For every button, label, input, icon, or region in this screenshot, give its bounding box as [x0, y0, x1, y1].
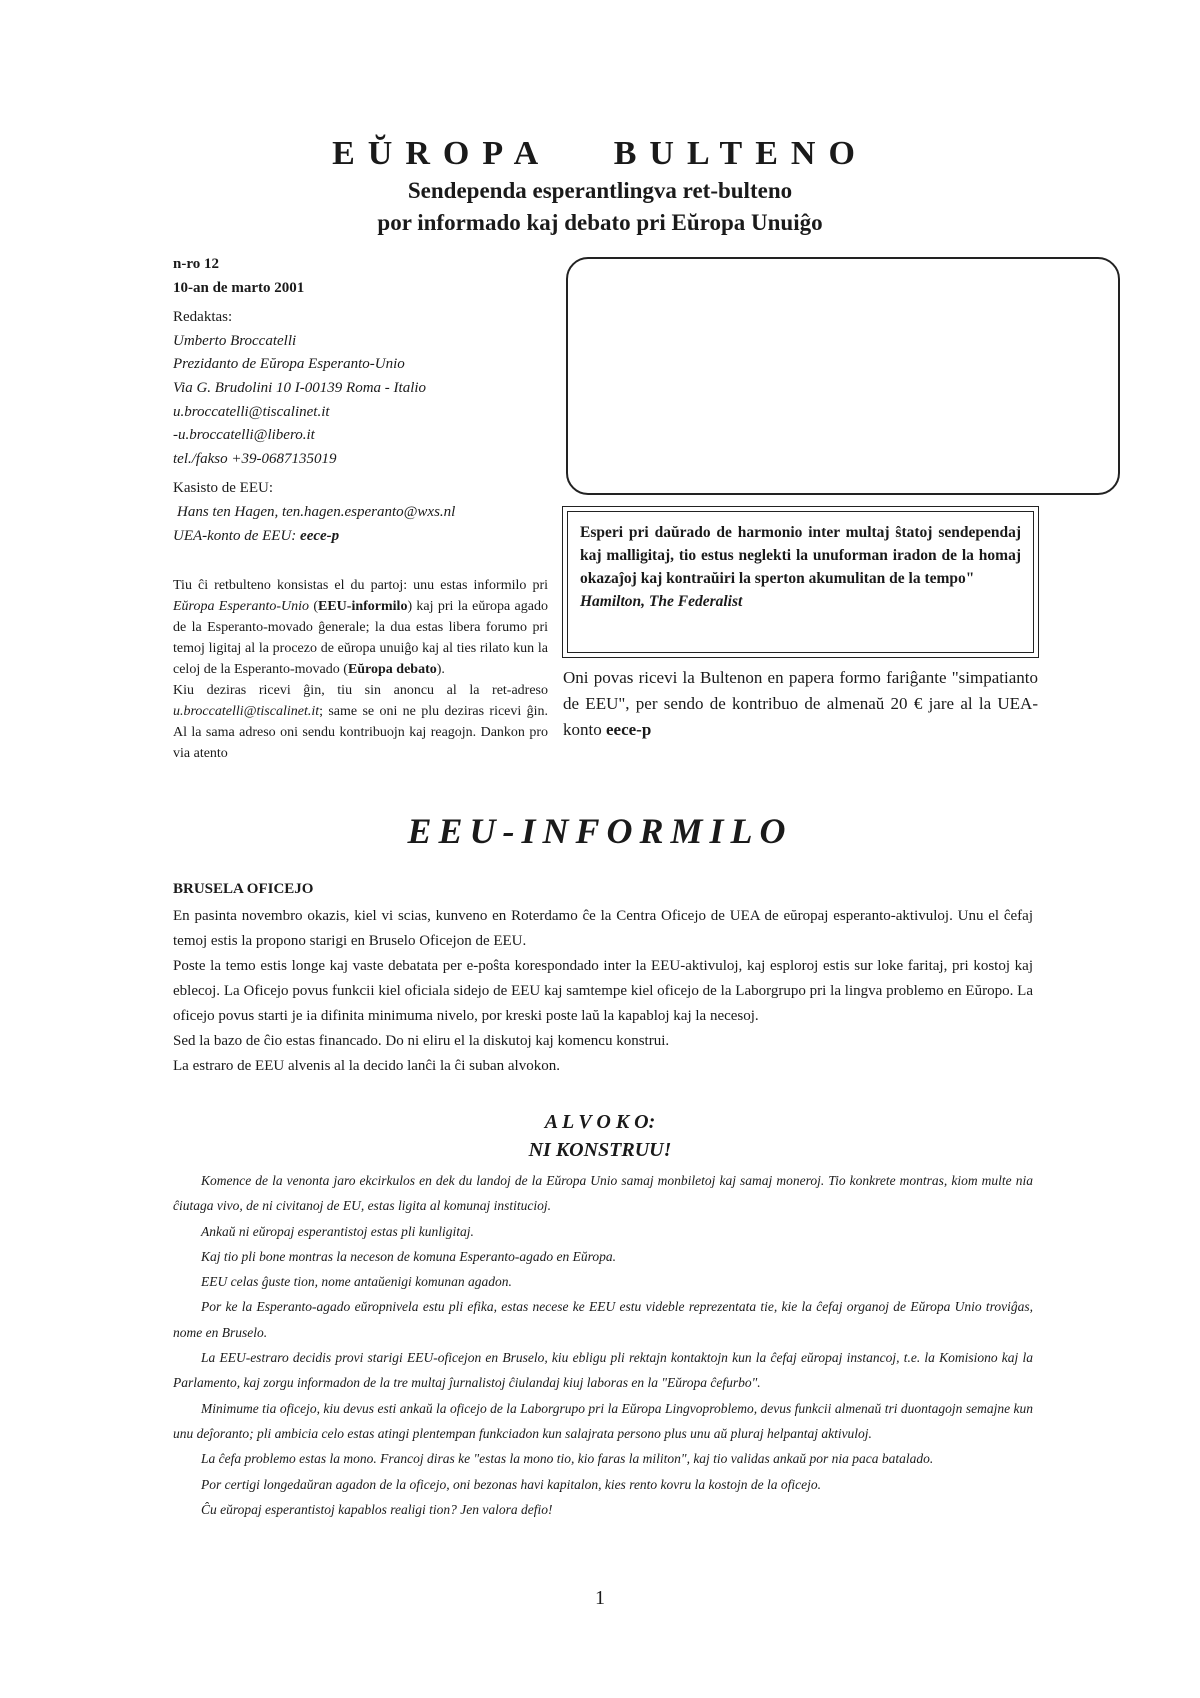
brusela-paragraph-1: En pasinta novembro okazis, kiel vi scias, kunveno en Roterdamo ĉe la Centra Oficejo de UEA de eŭropaj esperanto-aktivuloj. Unu el ĉefaj temoj estis la propono starigi en Bruselo Oficejon de EEU.	[173, 908, 1033, 949]
support-body: Oni povas ricevi la Bultenon en papera formo fariĝante "simpatianto de EEU", per sendo de kontribuo de almenaŭ 20 € jare al la UEA-konto	[563, 668, 1038, 739]
alvoko-paragraph: EEU celas ĝuste tion, nome antaŭenigi komunan agadon.	[201, 1274, 512, 1290]
bulletin-title: EŬROPA BULTENO	[332, 135, 868, 172]
alvoko-paragraph: Kaj tio pli bone montras la neceson de komuna Esperanto-agado en Eŭropa.	[201, 1248, 616, 1264]
alvoko-heading	[0, 1108, 1200, 1164]
issue-info	[173, 253, 553, 548]
alvoko-paragraph: La EEU-estraro decidis provi starigi EEU-oficejon en Bruselo, kiu ebligu pli rektajn kontaktojn kun la ĉefaj eŭropaj instancoj, t.e. la Komisiono kaj la Parlamento, kaj zorgu informadon de la tre multaj ĵurnalistoj ĉiulandaj kiuj laboras en la "Eŭropa ĉefurbo".	[173, 1350, 1033, 1391]
support-account: eece-p	[605, 720, 652, 739]
intro-paragraph-2	[173, 680, 548, 764]
issue-number: n-ro 12	[173, 256, 219, 272]
eeu-name: Eŭropa Esperanto-Unio	[173, 599, 310, 614]
treasurer-account-prefix: UEA-konto de EEU:	[173, 527, 297, 544]
alvoko-paragraph: Komence de la venonta jaro ekcirkulos en dek du landoj de la Eŭropa Unio samaj monbiletoj kaj samaj moneroj. Tio konkrete montras, kiom multe nia ĉiutaga vivo, de ni civitanoj de EU, estas ligita al komunaj institucioj.	[173, 1173, 1033, 1214]
support-text	[563, 665, 1038, 743]
intro-text-span: ) kaj pri la eŭropa agado de la Esperanto-movado ĝenerale; la dua estas libera forumo pri temoj ligitaj al la procezo de eŭropa unuiĝo kaj al ties rilato kun la celoj de la Esperanto-movado (	[173, 599, 548, 677]
quote-inner	[567, 511, 1034, 653]
editor-email-1[interactable]: u.broccatelli@tiscalinet.it	[173, 403, 330, 420]
alvoko-line-2: NI KONSTRUU!	[528, 1139, 672, 1161]
intro-text-span: ).	[436, 662, 445, 677]
editor-name: Umberto Broccatelli	[173, 332, 297, 349]
section-title: EEU-INFORMILO	[407, 811, 793, 851]
brusela-paragraph-4: La estraro de EEU alvenis al la decido lanĉi la ĉi suban alvokon.	[173, 1058, 560, 1074]
alvoko-paragraph: La ĉefa problemo estas la mono. Francoj diras ke "estas la mono tio, kio faras la militon", kaj tio validas ankaŭ por nia paca batalado.	[201, 1451, 934, 1467]
subtitle-line-1: Sendependa esperantlingva ret-bulteno	[407, 178, 793, 203]
alvoko-paragraph: Ĉu eŭropaj esperantistoj kapablos realigi tion? Jen valora defio!	[201, 1501, 553, 1517]
quote-text: Esperi pri daŭrado de harmonio inter multaj ŝtatoj sendependaj kaj malligitaj, tio estus neglekti la unuforman iradon de la homaj okazaĵoj kaj kontraŭiri la sperton akumulitan de la tempo"	[580, 524, 1021, 587]
subscribe-email[interactable]: u.broccatelli@tiscalinet.it	[173, 704, 320, 719]
alvoko-text	[173, 1168, 1033, 1522]
brusela-text	[173, 904, 1033, 1079]
intro-text-span: (	[309, 599, 318, 614]
treasurer-account: eece-p	[300, 527, 340, 544]
quote-box	[562, 506, 1039, 658]
editor-role: Prezidanto de Eŭropa Esperanto-Unio	[173, 356, 405, 373]
treasurer-name[interactable]: Hans ten Hagen, ten.hagen.esperanto@wxs.nl	[177, 503, 456, 520]
editor-address: Via G. Brudolini 10 I-00139 Roma - Italio	[173, 379, 427, 396]
alvoko-paragraph: Por certigi longedaŭran agadon de la oficejo, oni bezonas havi kapitalon, kies rento kovru la kostojn de la oficejo.	[201, 1476, 822, 1492]
logo-frame	[566, 257, 1120, 495]
brusela-paragraph-3: Sed la bazo de ĉio estas financado. Do ni eliru el la diskutoj kaj komencu konstrui.	[173, 1033, 670, 1049]
europa-debato-label: Eŭropa debato	[347, 662, 437, 677]
intro-text-span: ; same se oni ne plu deziras ricevi ĝin. Al la sama adreso oni sendu kontribuojn kaj reagojn. Dankon pro via atento	[173, 704, 548, 761]
treasurer-label: Kasisto de EEU:	[173, 480, 273, 497]
eeu-informilo-label: EEU-informilo	[318, 599, 408, 614]
quote-author: Hamilton, The Federalist	[580, 593, 743, 610]
subtitle-line-2: por informado kaj debato pri Eŭropa Unuiĝo	[377, 210, 823, 235]
brusela-heading: BRUSELA OFICEJO	[173, 881, 314, 897]
editor-label: Redaktas:	[173, 309, 233, 326]
editor-phone: tel./fakso +39-0687135019	[173, 450, 337, 467]
alvoko-paragraph: Minimume tia oficejo, kiu devus esti ankaŭ la oficejo de la Laborgrupo pri la Eŭropa Lingvoproblemo, devus funkcii almenaŭ tri duontagojn semajne kun unu deĵoranto; pli ambicia celo estas atingi plentempan funkciadon kun salajrata persono plus unu aŭ pluraj helpantaj aktivuloj.	[173, 1400, 1033, 1441]
intro-text	[173, 575, 548, 764]
alvoko-paragraph: Por ke la Esperanto-agado eŭropnivela estu pli efika, estas necese ke EEU estu videble reprezentata tie, kie la ĉefaj organoj de Eŭropa Unio troviĝas, nome en Bruselo.	[173, 1299, 1033, 1340]
alvoko-paragraph: Ankaŭ ni eŭropaj esperantistoj estas pli kunligitaj.	[201, 1223, 474, 1239]
page-number: 1	[595, 1587, 605, 1609]
brusela-paragraph-2: Poste la temo estis longe kaj vaste debatata per e-poŝta korespondado inter la EEU-aktivuloj, kaj esploroj estis sur loke faritaj, pri kostoj kaj eblecoj. La Oficejo povus funkcii kiel oficiala sidejo de EEU kaj samtempe kiel oficejo de la Laborgrupo pri la lingva problemo en Eŭropo. La oficejo povus starti je ia difinita minimuma nivelo, por kreski poste laŭ la kapabloj kaj la necesoj.	[173, 958, 1033, 1024]
intro-paragraph-1	[173, 575, 548, 680]
treasurer-account-line	[173, 525, 553, 549]
editor-email-2[interactable]: -u.broccatelli@libero.it	[173, 427, 315, 444]
issue-date: 10-an de marto 2001	[173, 279, 305, 296]
alvoko-line-1: A L V O K O:	[544, 1111, 656, 1133]
intro-text-span: Tiu ĉi retbulteno konsistas el du partoj: unu estas informilo pri	[173, 578, 548, 593]
intro-text-span: Kiu deziras ricevi ĝin, tiu sin anoncu al la ret-adreso	[173, 683, 548, 698]
